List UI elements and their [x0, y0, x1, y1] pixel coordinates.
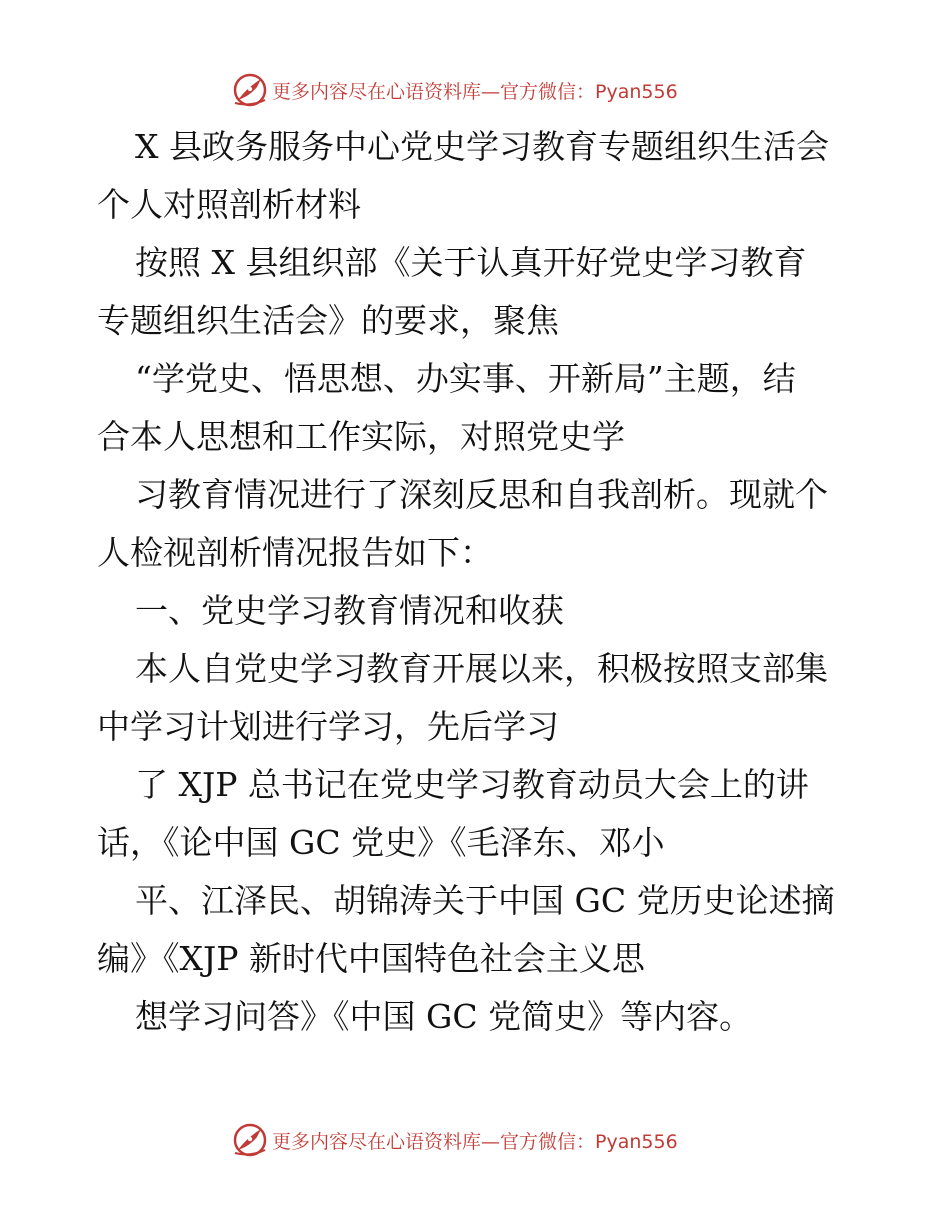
paragraph-line: 本人自党史学习教育开展以来，积极按照支部集 — [135, 649, 828, 688]
header-banner — [230, 70, 710, 110]
document-title-line-2: 个人对照剖析材料 — [97, 185, 361, 224]
banner-slogan: 更多内容尽在心语资料库—官方微信： — [272, 80, 596, 103]
paragraph-line: 话，《论中国 GC 党史》《毛泽东、邓小 — [97, 823, 665, 862]
paragraph-line: 专题组织生活会》的要求，聚焦 — [97, 301, 559, 340]
paragraph-line: “学党史、悟思想、办实事、开新局”主题，结 — [135, 359, 796, 398]
section-heading: 一、党史学习教育情况和收获 — [135, 591, 564, 630]
paragraph-line: 按照 X 县组织部《关于认真开好党史学习教育 — [135, 243, 807, 282]
banner-wechat-handle: Pyan556 — [595, 1130, 678, 1153]
paragraph-line: 人检视剖析情况报告如下： — [97, 533, 493, 572]
paragraph-line: 想学习问答》《中国 GC 党简史》等内容。 — [135, 997, 753, 1036]
document-title-line-1: X 县政务服务中心党史学习教育专题组织生活会 — [135, 127, 829, 166]
banner-text — [272, 77, 678, 104]
pen-nib-logo-icon — [230, 70, 270, 110]
paragraph-line: 合本人思想和工作实际，对照党史学 — [97, 417, 625, 456]
banner-wechat-handle: Pyan556 — [595, 80, 678, 103]
document-body — [97, 118, 857, 1046]
paragraph-line: 编》《XJP 新时代中国特色社会主义思 — [97, 939, 645, 978]
paragraph-line: 习教育情况进行了深刻反思和自我剖析。现就个 — [135, 475, 828, 514]
footer-banner — [230, 1120, 710, 1160]
paragraph-line: 中学习计划进行学习，先后学习 — [97, 707, 559, 746]
paragraph-line: 了 XJP 总书记在党史学习教育动员大会上的讲 — [135, 765, 809, 804]
banner-text — [272, 1127, 678, 1154]
banner-slogan: 更多内容尽在心语资料库—官方微信： — [272, 1130, 596, 1153]
paragraph-line: 平、江泽民、胡锦涛关于中国 GC 党历史论述摘 — [135, 881, 835, 920]
pen-nib-logo-icon — [230, 1120, 270, 1160]
